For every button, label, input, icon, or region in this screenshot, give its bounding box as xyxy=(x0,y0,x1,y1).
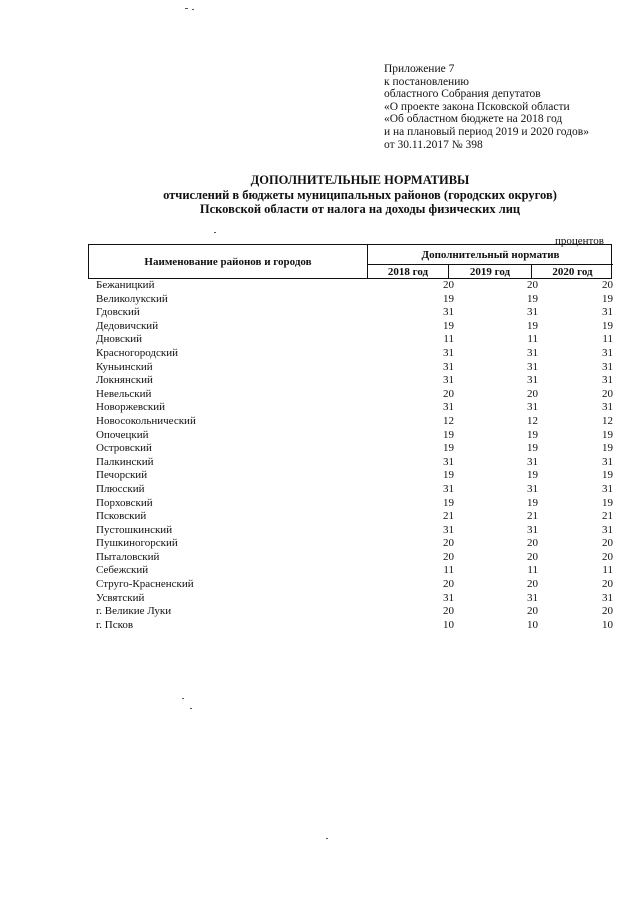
district-name: Псковский xyxy=(96,510,147,523)
table-row xyxy=(88,619,612,633)
table-row xyxy=(88,510,612,524)
normative-value: 20 xyxy=(602,550,613,563)
table-row xyxy=(88,524,612,538)
table-row xyxy=(88,374,612,388)
normative-value: 11 xyxy=(527,333,538,346)
district-name: Опочецкий xyxy=(96,428,149,441)
normative-value: 20 xyxy=(527,387,538,400)
table-row xyxy=(88,469,612,483)
normative-value: 11 xyxy=(443,564,454,577)
annex-line: от 30.11.2017 № 398 xyxy=(384,138,483,151)
normative-value: 31 xyxy=(527,346,538,359)
normative-value: 12 xyxy=(443,414,454,427)
district-name: Дновский xyxy=(96,333,143,346)
table-row xyxy=(88,456,612,470)
table-row xyxy=(88,347,612,361)
normative-value: 31 xyxy=(527,591,538,604)
district-name: Локнянский xyxy=(96,374,153,387)
normative-value: 31 xyxy=(602,346,613,359)
normative-value: 19 xyxy=(443,442,454,455)
normative-value: 19 xyxy=(443,292,454,305)
units-label: процентов xyxy=(555,235,604,247)
normative-value: 20 xyxy=(443,605,454,618)
normative-value: 31 xyxy=(602,401,613,414)
scan-speck xyxy=(185,8,188,9)
district-name: Бежаницкий xyxy=(96,279,155,291)
normative-value: 19 xyxy=(527,319,538,332)
header-year: 2018 год xyxy=(368,265,449,278)
scan-speck xyxy=(326,838,328,839)
normative-value: 12 xyxy=(602,414,613,427)
normative-value: 31 xyxy=(443,455,454,468)
normative-value: 20 xyxy=(527,605,538,618)
scan-speck xyxy=(182,698,184,699)
normative-value: 12 xyxy=(527,414,538,427)
table-row xyxy=(88,293,612,307)
normative-value: 31 xyxy=(443,401,454,414)
normative-value: 31 xyxy=(443,591,454,604)
normative-value: 19 xyxy=(443,496,454,509)
normative-value: 31 xyxy=(443,306,454,319)
normative-value: 31 xyxy=(443,360,454,373)
normative-value: 31 xyxy=(602,523,613,536)
district-name: Печорский xyxy=(96,469,148,482)
normative-value: 31 xyxy=(527,306,538,319)
district-name: Гдовский xyxy=(96,306,140,319)
normative-value: 20 xyxy=(602,578,613,591)
normative-value: 31 xyxy=(443,374,454,387)
district-name: Новосокольнический xyxy=(96,414,196,427)
normative-value: 31 xyxy=(602,306,613,319)
annex-line: Приложение 7 xyxy=(384,63,455,75)
normative-value: 31 xyxy=(602,482,613,495)
normative-value: 19 xyxy=(527,496,538,509)
table-row xyxy=(88,401,612,415)
normative-value: 19 xyxy=(602,428,613,441)
district-name: Красногородский xyxy=(96,346,179,359)
title-line: отчислений в бюджеты муниципальных районов (городских округов) xyxy=(163,187,557,202)
table-row xyxy=(88,537,612,551)
header-group: Дополнительный норматив xyxy=(368,245,613,265)
annex-line: и на плановый период 2019 и 2020 годов» xyxy=(384,125,589,138)
table-row xyxy=(88,306,612,320)
normative-value: 31 xyxy=(443,346,454,359)
normative-value: 20 xyxy=(527,537,538,550)
normative-value: 11 xyxy=(602,333,613,346)
scan-speck xyxy=(192,9,194,10)
table-row xyxy=(88,429,612,443)
scan-speck xyxy=(190,708,192,709)
table-header xyxy=(88,244,612,279)
district-name: Невельский xyxy=(96,387,152,400)
header-year: 2020 год xyxy=(552,265,593,278)
normative-value: 11 xyxy=(602,564,613,577)
normative-value: 21 xyxy=(527,510,538,523)
header-name: Наименование районов и городов xyxy=(89,245,368,278)
district-name: г. Великие Луки xyxy=(96,605,172,618)
normative-value: 20 xyxy=(527,578,538,591)
table-row xyxy=(88,333,612,347)
table-row xyxy=(88,497,612,511)
normatives-table xyxy=(88,244,612,632)
normative-value: 20 xyxy=(602,537,613,550)
normative-value: 20 xyxy=(527,279,538,291)
annex-line: «О проекте закона Псковской области xyxy=(384,100,570,113)
table-row xyxy=(88,415,612,429)
annex-line: «Об областном бюджете на 2018 год xyxy=(384,113,563,126)
district-name: Струго-Красненский xyxy=(96,578,194,591)
normative-value: 31 xyxy=(602,591,613,604)
district-name: Плюсский xyxy=(96,482,145,495)
district-name: Себежский xyxy=(96,564,149,577)
normative-value: 20 xyxy=(443,387,454,400)
district-name: Пустошкинский xyxy=(96,523,173,536)
annex-line: областного Собрания депутатов xyxy=(384,88,541,101)
normative-value: 31 xyxy=(527,455,538,468)
normative-value: 20 xyxy=(527,550,538,563)
normative-value: 19 xyxy=(527,442,538,455)
scan-speck xyxy=(214,232,216,233)
normative-value: 19 xyxy=(443,428,454,441)
normative-value: 10 xyxy=(443,618,454,631)
table-row xyxy=(88,442,612,456)
district-name: Палкинский xyxy=(96,455,154,468)
normative-value: 20 xyxy=(443,279,454,291)
district-name: Куньинский xyxy=(96,360,153,373)
normative-value: 31 xyxy=(527,360,538,373)
annex-block xyxy=(384,63,589,151)
normative-value: 11 xyxy=(527,564,538,577)
table-row xyxy=(88,551,612,565)
district-name: Великолукский xyxy=(96,292,168,305)
annex-line: к постановлению xyxy=(384,75,469,88)
normative-value: 20 xyxy=(443,578,454,591)
table-row xyxy=(88,483,612,497)
district-name: Островский xyxy=(96,442,152,455)
normative-value: 19 xyxy=(527,292,538,305)
normative-value: 11 xyxy=(443,333,454,346)
table-row xyxy=(88,388,612,402)
district-name: Новоржевский xyxy=(96,401,166,414)
table-body xyxy=(88,279,612,632)
table-row xyxy=(88,564,612,578)
table-row xyxy=(88,578,612,592)
table-row xyxy=(88,361,612,375)
document-title xyxy=(0,173,640,217)
district-name: Порховский xyxy=(96,496,153,509)
normative-value: 19 xyxy=(527,469,538,482)
normative-value: 31 xyxy=(527,523,538,536)
normative-value: 20 xyxy=(602,279,613,291)
normative-value: 19 xyxy=(602,469,613,482)
normative-value: 31 xyxy=(443,523,454,536)
normative-value: 10 xyxy=(527,618,538,631)
header-year: 2019 год xyxy=(449,265,532,278)
normative-value: 21 xyxy=(602,510,613,523)
normative-value: 31 xyxy=(602,455,613,468)
title-line: ДОПОЛНИТЕЛЬНЫЕ НОРМАТИВЫ xyxy=(250,173,470,187)
normative-value: 31 xyxy=(602,374,613,387)
table-row xyxy=(88,279,612,293)
title-line: Псковской области от налога на доходы физических лиц xyxy=(199,202,521,216)
normative-value: 19 xyxy=(602,292,613,305)
table-row xyxy=(88,320,612,334)
normative-value: 19 xyxy=(443,469,454,482)
district-name: Усвятский xyxy=(96,591,145,604)
district-name: Дедовичский xyxy=(96,319,159,332)
district-name: Пушкиногорский xyxy=(96,537,178,550)
district-name: г. Псков xyxy=(96,618,134,631)
normative-value: 20 xyxy=(443,550,454,563)
normative-value: 19 xyxy=(602,319,613,332)
normative-value: 20 xyxy=(602,387,613,400)
normative-value: 31 xyxy=(527,482,538,495)
normative-value: 10 xyxy=(602,618,613,631)
district-name: Пыталовский xyxy=(96,550,160,563)
normative-value: 31 xyxy=(602,360,613,373)
normative-value: 19 xyxy=(602,496,613,509)
table-row xyxy=(88,605,612,619)
normative-value: 20 xyxy=(443,537,454,550)
normative-value: 21 xyxy=(443,510,454,523)
normative-value: 31 xyxy=(527,401,538,414)
table-row xyxy=(88,592,612,606)
normative-value: 19 xyxy=(443,319,454,332)
normative-value: 31 xyxy=(443,482,454,495)
normative-value: 19 xyxy=(602,442,613,455)
normative-value: 20 xyxy=(602,605,613,618)
normative-value: 19 xyxy=(527,428,538,441)
normative-value: 31 xyxy=(527,374,538,387)
